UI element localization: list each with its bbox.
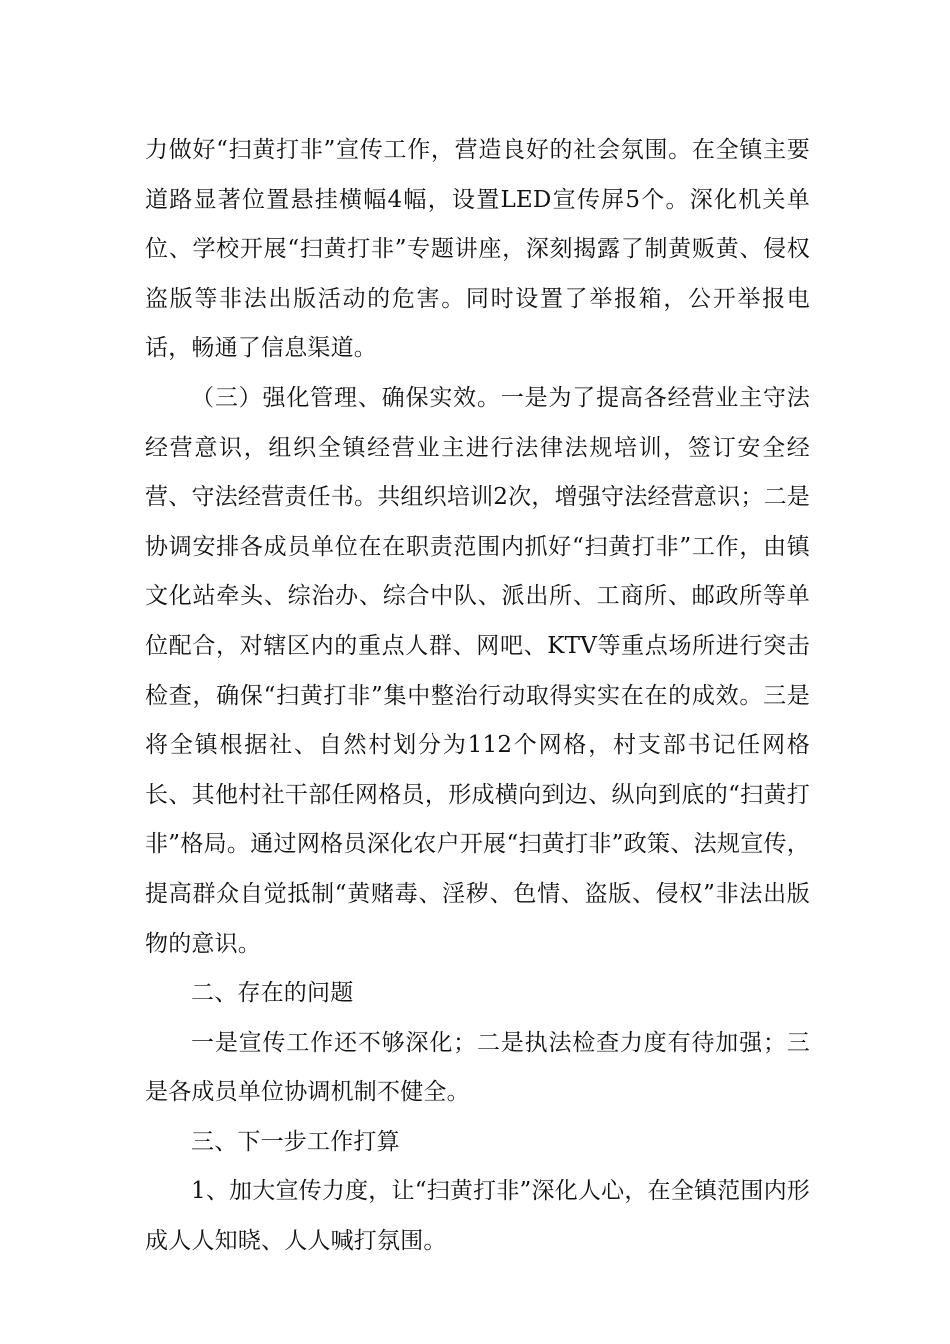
paragraph-next-step-1: 1、加大宣传力度，让“扫黄打非”深化人心，在全镇范围内形成人人知晓、人人喊打氛围。 bbox=[145, 1178, 810, 1255]
heading-next-steps: 三、下一步工作打算 bbox=[191, 1128, 400, 1155]
heading-existing-problems: 二、存在的问题 bbox=[191, 980, 354, 1007]
paragraph-section-3-management: （三）强化管理、确保实效。一是为了提高各经营业主守法经营意识，组织全镇经营业主进行法律法规培训，签订安全经营、守法经营责任书。共组织培训2次，增强守法经营意识；二是协调安排各成员单位在在职责范围内抓好“扫黄打非”工作，由镇文化站牵头、综治办、综合中队、派出所、工商所、邮政所等单位配合，对辖区内的重点人群、网吧、KTV等重点场所进行突击检查，确保“扫黄打非”集中整治行动取得实实在在的成效。三是将全镇根据社、自然村划分为112个网格，村支部书记任网格长、其他村社干部任网格员，形成横向到边、纵向到底的“扫黄打非”格局。通过网格员深化农户开展“扫黄打非”政策、法规宣传，提高群众自觉抵制“黄赌毒、淫秽、色情、盗版、侵权”非法出版物的意识。 bbox=[145, 384, 810, 957]
document-body bbox=[145, 126, 810, 1267]
paragraph-problems: 一是宣传工作还不够深化；二是执法检查力度有待加强；三是各成员单位协调机制不健全。 bbox=[145, 1029, 810, 1106]
paragraph-publicity-continued: 力做好“扫黄打非”宣传工作，营造良好的社会氛围。在全镇主要道路显著位置悬挂横幅4幅，设置LED宣传屏5个。深化机关单位、学校开展“扫黄打非”专题讲座，深刻揭露了制黄贩黄、侵权盗版等非法出版活动的危害。同时设置了举报箱，公开举报电话，畅通了信息渠道。 bbox=[145, 137, 810, 362]
